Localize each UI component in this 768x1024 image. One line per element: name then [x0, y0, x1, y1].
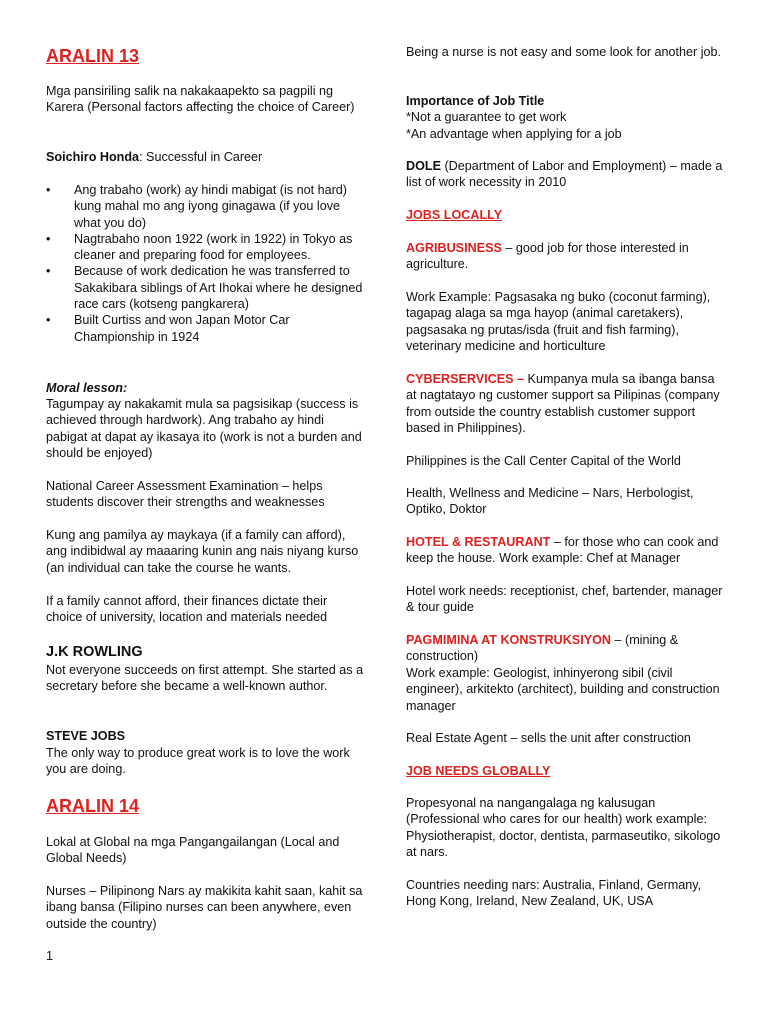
- aralin-13-heading: ARALIN 13: [46, 46, 140, 66]
- importance-heading: Importance of Job Title: [406, 94, 545, 108]
- agribusiness-label: AGRIBUSINESS: [406, 241, 502, 255]
- mining-paragraph: [406, 632, 726, 665]
- cyberservices-text: Kumpanya mula sa ibanga bansa at nagtatayo ng customer support sa Pilipinas (company from outside the country establish customer support based in Philippines).: [406, 372, 720, 435]
- list-item: • Built Curtiss and won Japan Motor Car Championship in 1924: [46, 312, 364, 345]
- dole-label: DOLE: [406, 159, 441, 173]
- intro-tagalog: Mga pansiriling salik na nakakaapekto sa pagpili ng Karera: [46, 84, 334, 115]
- aralin-14-heading: ARALIN 14: [46, 796, 140, 816]
- honda-line: [46, 149, 364, 165]
- list-item: • Ang trabaho (work) ay hindi mabigat (is not hard) kung mahal mo ang iyong ginagawa (if you love what you do): [46, 182, 364, 231]
- ncae-paragraph: National Career Assessment Examination – helps students discover their strengths and weaknesses: [46, 479, 325, 510]
- rowling-paragraph: Not everyone succeeds on first attempt. She started as a secretary before she became a well-known author.: [46, 663, 364, 694]
- mining-text: – (mining & construction): [406, 633, 679, 664]
- nurse-paragraph: Being a nurse is not easy and some look for another job.: [406, 45, 722, 59]
- steve-jobs-heading: STEVE JOBS: [46, 729, 126, 743]
- dole-paragraph: [406, 158, 726, 191]
- rowling-heading: J.K ROWLING: [46, 644, 143, 660]
- agribusiness-example: Work Example: Pagsasaka ng buko (coconut farming), tagapag alaga sa mga hayop (animal caretakers), pagsasaka ng prutas/isda (fruit and fish farming), veterinary medicine and horticulture: [406, 290, 711, 353]
- job-needs-globally-heading: JOB NEEDS GLOBALLY: [406, 764, 551, 778]
- hotel-label: HOTEL & RESTAURANT: [406, 535, 551, 549]
- page-number: 1: [46, 949, 54, 963]
- dole-text: (Department of Labor and Employment) – made a list of work necessity in 2010: [406, 159, 723, 190]
- real-estate-paragraph: Real Estate Agent – sells the unit after construction: [406, 731, 691, 745]
- hotel-text: – for those who can cook and keep the house. Work example: Chef at Manager: [406, 535, 719, 566]
- family-afford-paragraph: Kung ang pamilya ay maykaya (if a family can afford), ang indibidwal ay maaaring kunin ang nais niyang kurso (an individual can take the course he wants.: [46, 528, 359, 575]
- moral-lesson-label: Moral lesson:: [46, 381, 128, 395]
- local-global-paragraph: Lokal at Global na mga Pangangailangan (Local and Global Needs): [46, 835, 340, 866]
- cyberservices-paragraph: [406, 371, 726, 436]
- nurses-paragraph: Nurses – Pilipinong Nars ay makikita kahit saan, kahit sa ibang bansa (Filipino nurses can been anywhere, even outside the country): [46, 884, 363, 931]
- honda-name: Soichiro Honda: [46, 150, 140, 164]
- countries-paragraph: Countries needing nars: Australia, Finland, Germany, Hong Kong, Ireland, New Zealand, UK, USA: [406, 878, 702, 909]
- importance-line-1: *Not a guarantee to get work: [406, 110, 567, 124]
- agribusiness-paragraph: [406, 240, 726, 273]
- health-professional-paragraph: Propesyonal na nangangalaga ng kalusugan (Professional who cares for our health) work example: Physiotherapist, doctor, dentista, parmaseutiko, sikologo at nars.: [406, 796, 721, 859]
- call-center-paragraph: Philippines is the Call Center Capital of the World: [406, 454, 681, 468]
- importance-line-2: *An advantage when applying for a job: [406, 127, 622, 141]
- steve-jobs-quote: The only way to produce great work is to love the work you are doing.: [46, 746, 350, 777]
- health-paragraph: Health, Wellness and Medicine – Nars, Herbologist, Optiko, Doktor: [406, 486, 694, 517]
- cyberservices-label: CYBERSERVICES –: [406, 372, 528, 386]
- agribusiness-text: – good job for those interested in agriculture.: [406, 241, 689, 272]
- honda-desc: : Successful in Career: [139, 150, 263, 164]
- cannot-afford-paragraph: If a family cannot afford, their finances dictate their choice of university, location and materials needed: [46, 594, 328, 625]
- jobs-locally-heading: JOBS LOCALLY: [406, 208, 503, 222]
- list-item: • Because of work dedication he was transferred to Sakakibara siblings of Art Ihokai where he designed race cars (kotseng pangkarera): [46, 263, 364, 312]
- hotel-needs-paragraph: Hotel work needs: receptionist, chef, bartender, manager & tour guide: [406, 584, 723, 615]
- moral-lesson-text: Tagumpay ay nakakamit mula sa pagsisikap (success is achieved through hardwork). Ang trabaho ay hindi pabigat at dapat ay ikasaya ito (work is not a burden and should be enjoyed): [46, 397, 362, 460]
- mining-example: Work example: Geologist, inhinyerong sibil (civil engineer), arkitekto (architect), building and construction manager: [406, 666, 720, 713]
- mining-label: PAGMIMINA AT KONSTRUKSIYON: [406, 633, 611, 647]
- honda-bullet-list: [46, 182, 364, 345]
- intro-english: (Personal factors affecting the choice of Career): [87, 100, 355, 115]
- hotel-paragraph: [406, 534, 726, 567]
- intro-paragraph: [46, 83, 364, 116]
- list-item: • Nagtrabaho noon 1922 (work in 1922) in Tokyo as cleaner and preparing food for employees.: [46, 231, 364, 264]
